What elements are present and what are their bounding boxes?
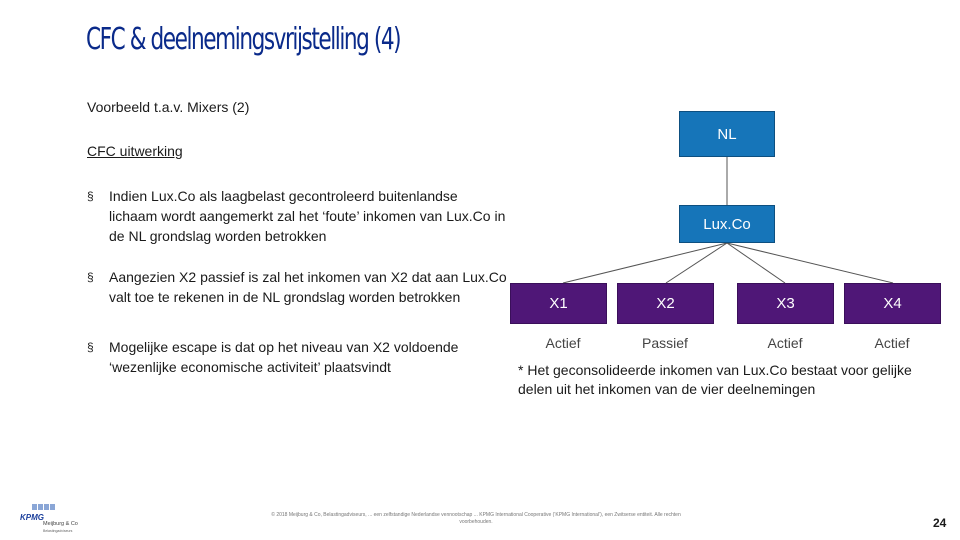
connector-luxco-x3 [727,243,785,283]
diagram-footnote: * Het geconsolideerde inkomen van Lux.Co bestaat voor gelijke delen uit het inkomen van de vier deelnemingen [518,362,912,397]
status-x3: Actief [767,335,803,351]
page-number: 24 [933,516,947,530]
legal-notice: © 2018 Meijburg & Co, Belastingadviseurs, ... een zelfstandige Nederlandse vennootschap ... KPMG International Cooperative (‘KPMG International’), een Zwitserse entiteit. Alle rechten voorbehouden. [271,512,681,525]
connector-luxco-x2 [666,243,727,283]
status-x1: Actief [545,335,581,351]
bullet-text: Mogelijke escape is dat op het niveau van X2 voldoende ‘wezenlijke economische activiteit’ plaatsvindt [109,339,459,375]
bullet-marker: § [87,340,94,354]
entity-nl: NL [679,111,775,157]
bullet-text: Aangezien X2 passief is zal het inkomen van X2 dat aan Lux.Co valt toe te rekenen in de NL grondslag worden betrokken [109,269,507,305]
kpmg-logo-icon [18,503,98,535]
kpmg-logo [18,503,98,535]
entity-x1: X1 [510,283,607,324]
bullet-marker: § [87,270,94,284]
section-heading: CFC uitwerking [87,143,183,159]
status-x4: Actief [874,335,910,351]
entity-x2: X2 [617,283,714,324]
bullet-marker: § [87,189,94,203]
slide-title: CFC & deelnemingsvrijstelling (4) [86,22,401,57]
entity-x4: X4 [844,283,941,324]
bullet-text: Indien Lux.Co als laagbelast gecontroleerd buitenlandse lichaam wordt aangemerkt zal het ‘foute’ inkomen van Lux.Co in de NL grondslag worden betrokken [109,188,506,244]
slide-subtitle: Voorbeeld t.a.v. Mixers (2) [87,99,250,115]
connector-luxco-x1 [563,243,727,283]
connector-luxco-x4 [727,243,893,283]
status-x2: Passief [642,335,688,351]
entity-luxco: Lux.Co [679,205,775,243]
svg-text:Belastingadviseurs: Belastingadviseurs [43,529,73,533]
entity-x3: X3 [737,283,834,324]
svg-text:Meijburg & Co: Meijburg & Co [43,521,78,527]
svg-text:KPMG: KPMG [20,513,44,522]
